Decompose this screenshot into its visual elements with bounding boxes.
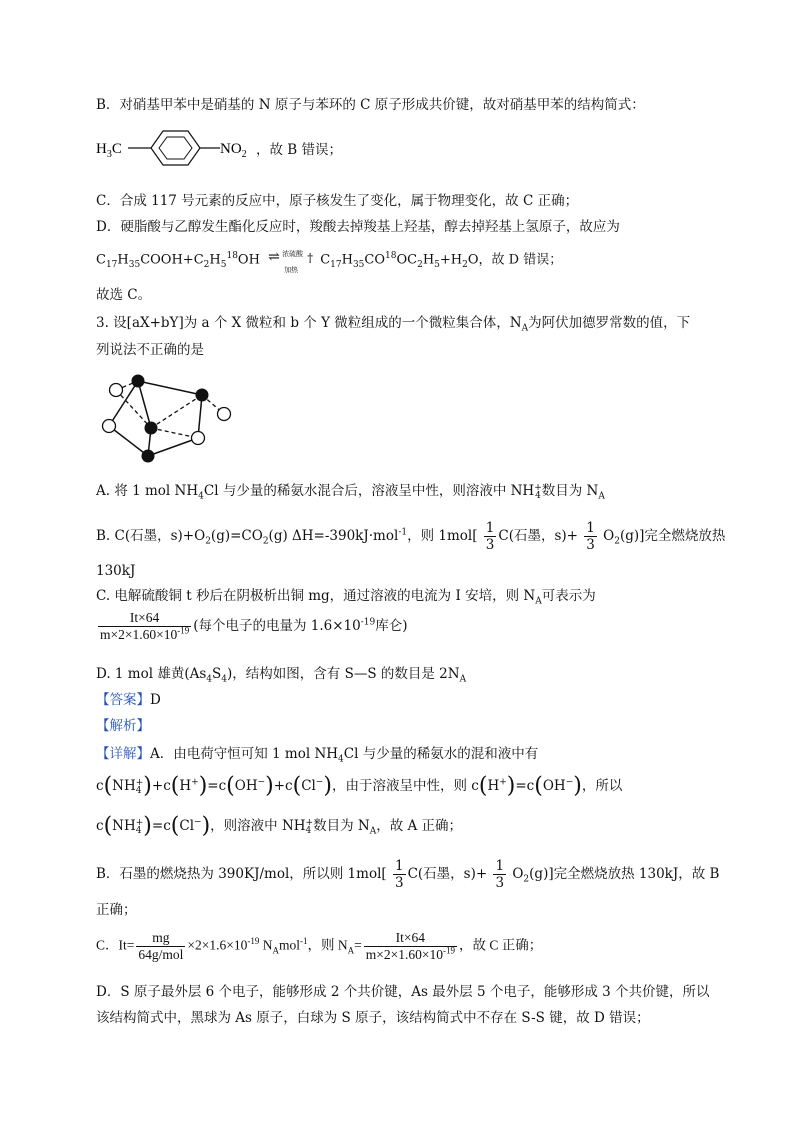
option-c-formula: $\frac{It\times 64}{m\times 2\times 1.60\times 10^{-19}}$ (每个电子的电量为 $1.6\times 10^{-19}$库仑) — [100, 610, 408, 642]
as-atom — [196, 389, 209, 402]
option-d-text: D．硬脂酸与乙醇发生酯化反应时，羧酸去掉羧基上羟基，醇去掉羟基上氢原子，故应为 — [96, 219, 620, 235]
s-atom — [192, 432, 205, 445]
option-b-tail: ，故 B 错误； — [256, 142, 343, 158]
detail-line-5: 正确； — [96, 902, 137, 918]
as-atom — [142, 450, 155, 463]
as-atom — [145, 422, 158, 435]
option-d: D. 1 mol 雄黄$(As_4S_4)$，结构如图，含有 S—S 的数目是 $2N_A$ — [96, 666, 467, 685]
option-a: A. 将 1 mol $NH_4Cl$ 与少量的稀氨水混合后，溶液呈中性，则溶液中 NH + 4 数目为 $N_A$ — [96, 482, 605, 502]
fraction-one-third: $\frac{1}{3}$ — [485, 520, 495, 553]
option-c: C. 电解硫酸铜 t 秒后在阴极析出铜 mg，通过溶液的电流为 I 安培，则 $N_A$可表示为 — [96, 588, 596, 607]
fraction-one-third: $\frac{1}{3}$ — [495, 858, 505, 891]
option-c-text: C．合成 117 号元素的反应中，原子核发生了变化，属于物理变化，故 C 正确； — [96, 193, 579, 209]
as4s4-structure-figure — [96, 370, 246, 470]
na-fraction-2: $\frac{It\times 64}{m\times 2\times 1.60\times 10^{-19}}$ — [365, 930, 455, 962]
detail-line-3: c(NH + 4 )=c(Cl−)，则溶液中 NH + 4 数目为 $N_A$，故 A 正确； — [96, 813, 463, 839]
option-b: B. C(石墨，$s)+O_2(g)=CO_2(g)$ ΔH=-390kJ·mol$^{-1}$，则 1mol[ $\frac{1}{3}$ C(石墨，s)+ $\frac{1}{3}$ $O_2(g)$]完全燃烧放热 — [96, 520, 726, 553]
mg-fraction: $\frac{mg}{\text{64g/mol}}$ — [138, 930, 184, 962]
fraction-one-third: $\frac{1}{3}$ — [586, 520, 595, 553]
detail-line-8: 该结构简式中，黑球为 As 原子，白球为 S 原子，该结构简式中不存在 S-S 键，故 D 错误； — [96, 1010, 650, 1026]
conclusion-text: 故选 C。 — [96, 287, 152, 303]
option-b-text: B．对硝基甲苯中是硝基的 N 原子与苯环的 C 原子形成共价键，故对硝基甲苯的结构简式： — [96, 97, 645, 113]
s-atom — [103, 420, 116, 433]
detail-line-2: c(NH + 4 )+c(H+)=c(OH−)+c(Cl−)，由于溶液呈中性，则 c(H+)=c(OH−)，所以 — [96, 773, 623, 799]
detail-line-1: 【详解】A．由电荷守恒可知 1 mol $NH_4Cl$ 与少量的稀氨水的混和液中有 — [96, 746, 539, 765]
question-3-line1: 3. 设[aX+bY]为 a 个 X 微粒和 b 个 Y 微粒组成的一个微粒集合体，$N_A$为阿伏加德罗常数的值，下 — [96, 315, 691, 334]
s-atom — [110, 384, 123, 397]
as-atom — [132, 375, 145, 388]
nitro-label: $NO_2$ — [220, 141, 247, 160]
detail-line-4: B．石墨的燃烧热为 390KJ/mol，所以则 1mol[ $\frac{1}{3}$ C(石墨，s)+ $\frac{1}{3}$ $O_2(g)$]完全燃烧放热 130kJ，故 B — [96, 858, 720, 891]
question-3-line2: 列说法不正确的是 — [96, 342, 204, 358]
detail-line-7: D．S 原子最外层 6 个电子，能够形成 2 个共价键，As 最外层 5 个电子，能够形成 3 个共价键，所以 — [96, 984, 710, 1000]
answer-line: 【答案】D — [96, 692, 161, 708]
option-b-cont: 130kJ — [96, 563, 136, 579]
analysis-label: 【解析】 — [96, 718, 150, 734]
esterification-equation: $C_{17}H_{35}COOH+C_2H_5^{18}OH$ ⇌ 浓硫酸 加热 † $C_{17}H_{35}CO^{18}OC_2H_5+H_2O$，故 D 错误； — [96, 249, 563, 274]
methyl-label: $H_3C$ — [96, 141, 122, 160]
na-fraction: $\frac{It\times 64}{m\times 2\times 1.60\times 10^{-19}}$ — [100, 610, 190, 642]
nitrotoluene-svg — [96, 128, 396, 168]
detail-line-6: C．It= $\frac{mg}{\text{64g/mol}}$ $\times 2\times 1.6\times 10^{-19}$ $N_Amol^{-1}$，则 $N_A=$ $\frac{It\times 64}{m\times 2\times 1.60\times 10^{-19}}$ ，故 C 正确； — [96, 930, 543, 962]
equilibrium-arrow: ⇌ 浓硫酸 加热 † — [268, 249, 314, 274]
nitrotoluene-structure — [96, 138, 396, 178]
fraction-one-third: $\frac{1}{3}$ — [394, 858, 404, 891]
s-atom — [218, 408, 231, 421]
